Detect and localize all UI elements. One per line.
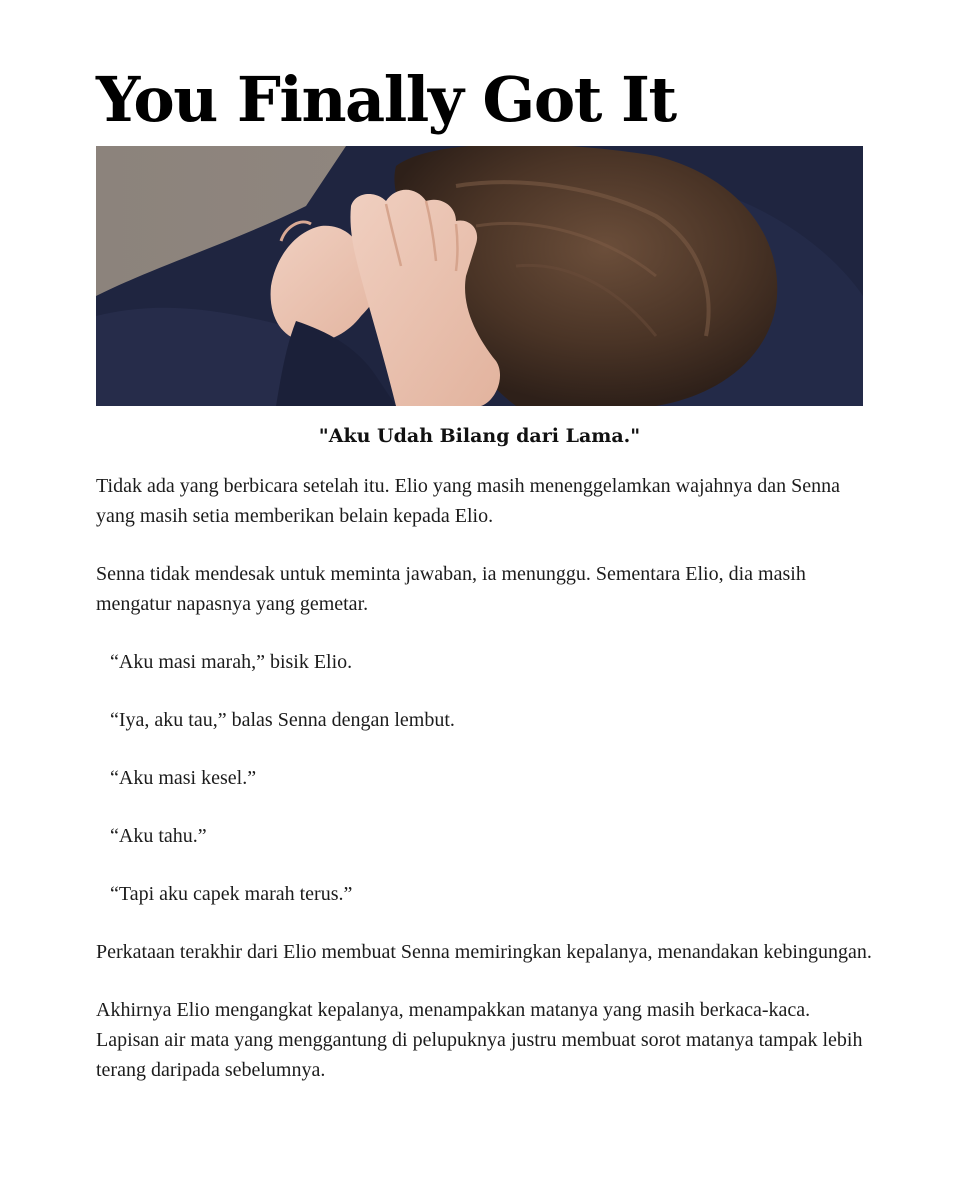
image-caption: "Aku Udah Bilang dari Lama."	[318, 425, 641, 447]
dialogue-line: “Aku tahu.”	[110, 825, 207, 847]
dialogue-line: “Iya, aku tau,” balas Senna dengan lembut.	[110, 709, 455, 731]
paragraph: Tidak ada yang berbicara setelah itu. Elio yang masih menenggelamkan wajahnya dan Senna yang masih setia memberikan belain kepada Elio.	[96, 475, 841, 527]
page-title: You Finally Got It	[96, 63, 676, 136]
dialogue-line: “Aku masi kesel.”	[110, 767, 257, 789]
dialogue-line: “Tapi aku capek marah terus.”	[110, 883, 353, 905]
paragraph: Akhirnya Elio mengangkat kepalanya, menampakkan matanya yang masih berkaca-kaca. Lapisan air mata yang menggantung di pelupuknya justru membuat sorot matanya tampak lebih terang daripada sebelumnya.	[96, 999, 863, 1081]
dialogue-line: “Aku masi marah,” bisik Elio.	[110, 651, 353, 673]
paragraph: Senna tidak mendesak untuk meminta jawaban, ia menunggu. Sementara Elio, dia masih mengatur napasnya yang gemetar.	[96, 563, 806, 615]
story-text	[96, 471, 876, 1113]
photo-icon	[96, 146, 863, 406]
paragraph: Perkataan terakhir dari Elio membuat Senna memiringkan kepalanya, menandakan kebingungan.	[96, 941, 872, 963]
hero-photo	[96, 146, 863, 406]
